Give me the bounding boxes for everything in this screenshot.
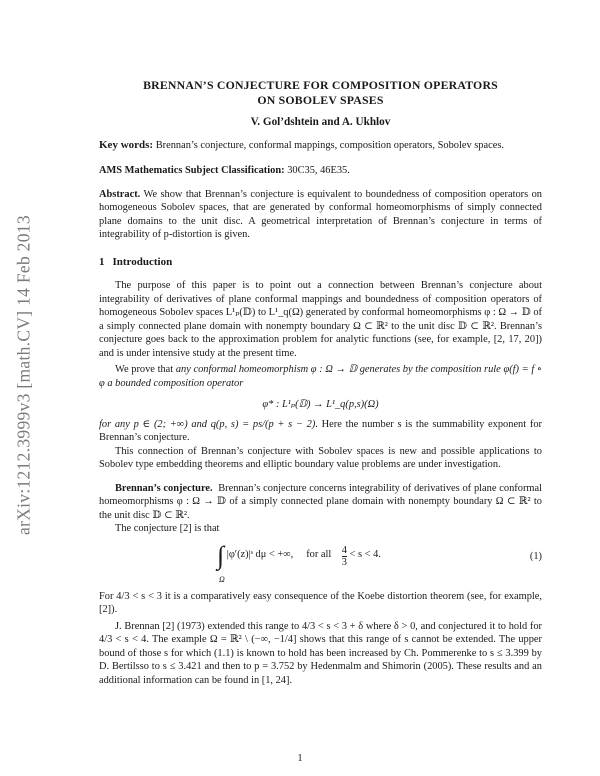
equation-integrand: |φ′(z)|ˢ dμ < +∞, bbox=[226, 548, 294, 560]
intro-paragraph-3 bbox=[99, 418, 542, 445]
section-title: Introduction bbox=[112, 255, 173, 268]
intro-paragraph-1: The purpose of this paper is to point out a connection between Brennan’s conjecture about integrability of derivatives of plane conformal mappings and boundedness of composition operators of homogeneous Sobolev spaces L¹ₚ(𝔻) to L¹_q(Ω) generated by conformal homeomorphisms φ : Ω → 𝔻 of a simply connected plane domain with nonempty boundary Ω ⊂ ℝ² to the unit disc 𝔻 ⊂ ℝ². Brennan’s conjecture goes back to the approximation problem for analytic functions (see, for example, [2, 17, 20]) and is under intensive study at the present time. bbox=[99, 280, 542, 359]
keywords-label: Key words: bbox=[99, 138, 154, 151]
arxiv-stamp: arXiv:1212.3999v3 [math.CV] 14 Feb 2013 bbox=[13, 215, 34, 535]
ams-label: AMS Mathematics Subject Classification: bbox=[99, 165, 285, 176]
title-line-2: ON SOBOLEV SPASES bbox=[257, 92, 384, 107]
integral-sign: ∫ bbox=[217, 540, 225, 570]
brennan-text: Brennan’s conjecture concerns integrability of derivatives of plane conformal homeomorphisms φ : Ω → 𝔻 of a simply connected plane domain with nonempty boundary Ω ⊂ ℝ² to the unit disc 𝔻 ⊂ ℝ². bbox=[99, 482, 542, 521]
intro-paragraph-2 bbox=[99, 363, 542, 390]
abstract-text: We show that Brennan’s conjecture is equivalent to boundedness of composition operators on homogeneous Sobolev spaces, that are generated by conformal homeomorphisms of simply connected plane domains to the unit disc. A geometrical interpretation of Brennan’s conjecture in terms of integrability of p-distortion is given. bbox=[99, 188, 542, 240]
authors: V. Gol’dshtein and A. Ukhlov bbox=[250, 116, 391, 128]
intro-p2-lead: We prove that bbox=[115, 364, 174, 375]
equation-domain: Ω bbox=[219, 574, 225, 584]
equation-body bbox=[217, 540, 381, 570]
brennan-paragraph bbox=[99, 482, 542, 523]
keywords bbox=[99, 139, 542, 153]
composition-operator-formula: φ* : L¹ₚ(𝔻) → L¹_q(p,s)(Ω) bbox=[262, 399, 379, 410]
brennan-1973-paragraph: J. Brennan [2] (1973) extended this range to 4/3 < s < 3 + δ where δ > 0, and conjectured it to hold for 4/3 < s < 4. The example Ω = ℝ² \ (−∞, −1/4] shows that this range of s cannot be extended. The upper bound of those s for which (1.1) is known to hold has been increased by Ch. Pommerenke to s ≤ 3.399 by D. Bertilsso to s ≤ 3.421 and then to p = 3.752 by Hedenmalm and Shimorin (2005). These results and an additional information can be found in [1, 24]. bbox=[99, 620, 542, 686]
intro-p3-condition: for any p ∈ (2; +∞) and q(p, s) = ps/(p + s − 2). bbox=[99, 418, 318, 430]
abstract bbox=[99, 188, 542, 242]
paper-title bbox=[99, 78, 542, 107]
equation-1 bbox=[99, 540, 542, 586]
section-heading bbox=[99, 256, 542, 270]
intro-p2-statement: any conformal homeomorphism φ : Ω → 𝔻 generates by the composition rule φ(f) = f ∘ φ a bounded composition operator bbox=[99, 364, 542, 389]
equation-number: (1) bbox=[529, 550, 542, 562]
koebe-paragraph: For 4/3 < s < 3 it is a comparatively easy consequence of the Koebe distortion theorem (see, for example, [2]). bbox=[99, 590, 542, 615]
keywords-text: Brennan’s conjecture, conformal mappings, composition operators, Sobolev spaces. bbox=[155, 139, 504, 151]
equation-tail: < s < 4. bbox=[349, 548, 381, 560]
equation-fraction bbox=[342, 545, 347, 568]
ams-text: 30C35, 46E35. bbox=[287, 165, 350, 176]
title-line-1: BRENNAN’S CONJECTURE FOR COMPOSITION OPERATORS bbox=[143, 78, 498, 92]
conjecture-intro: The conjecture [2] is that bbox=[115, 523, 220, 534]
brennan-label: Brennan’s conjecture. bbox=[115, 482, 213, 494]
ams-classification bbox=[99, 164, 542, 178]
intro-paragraph-4: This connection of Brennan’s conjecture with Sobolev spaces is new and possible applications to Sobolev type embedding theorems and elliptic boundary value problems are under investigation. bbox=[99, 445, 542, 470]
page-number: 1 bbox=[297, 753, 303, 764]
section-number: 1 bbox=[99, 255, 105, 268]
intro-p3-rest: Here the number s is the summability exponent for Brennan’s conjecture. bbox=[99, 418, 542, 443]
fraction-numerator: 4 bbox=[341, 544, 347, 556]
fraction-denominator: 3 bbox=[341, 556, 347, 568]
equation-forall: for all bbox=[306, 548, 332, 560]
paper-page bbox=[99, 78, 542, 687]
abstract-label: Abstract. bbox=[99, 188, 141, 200]
